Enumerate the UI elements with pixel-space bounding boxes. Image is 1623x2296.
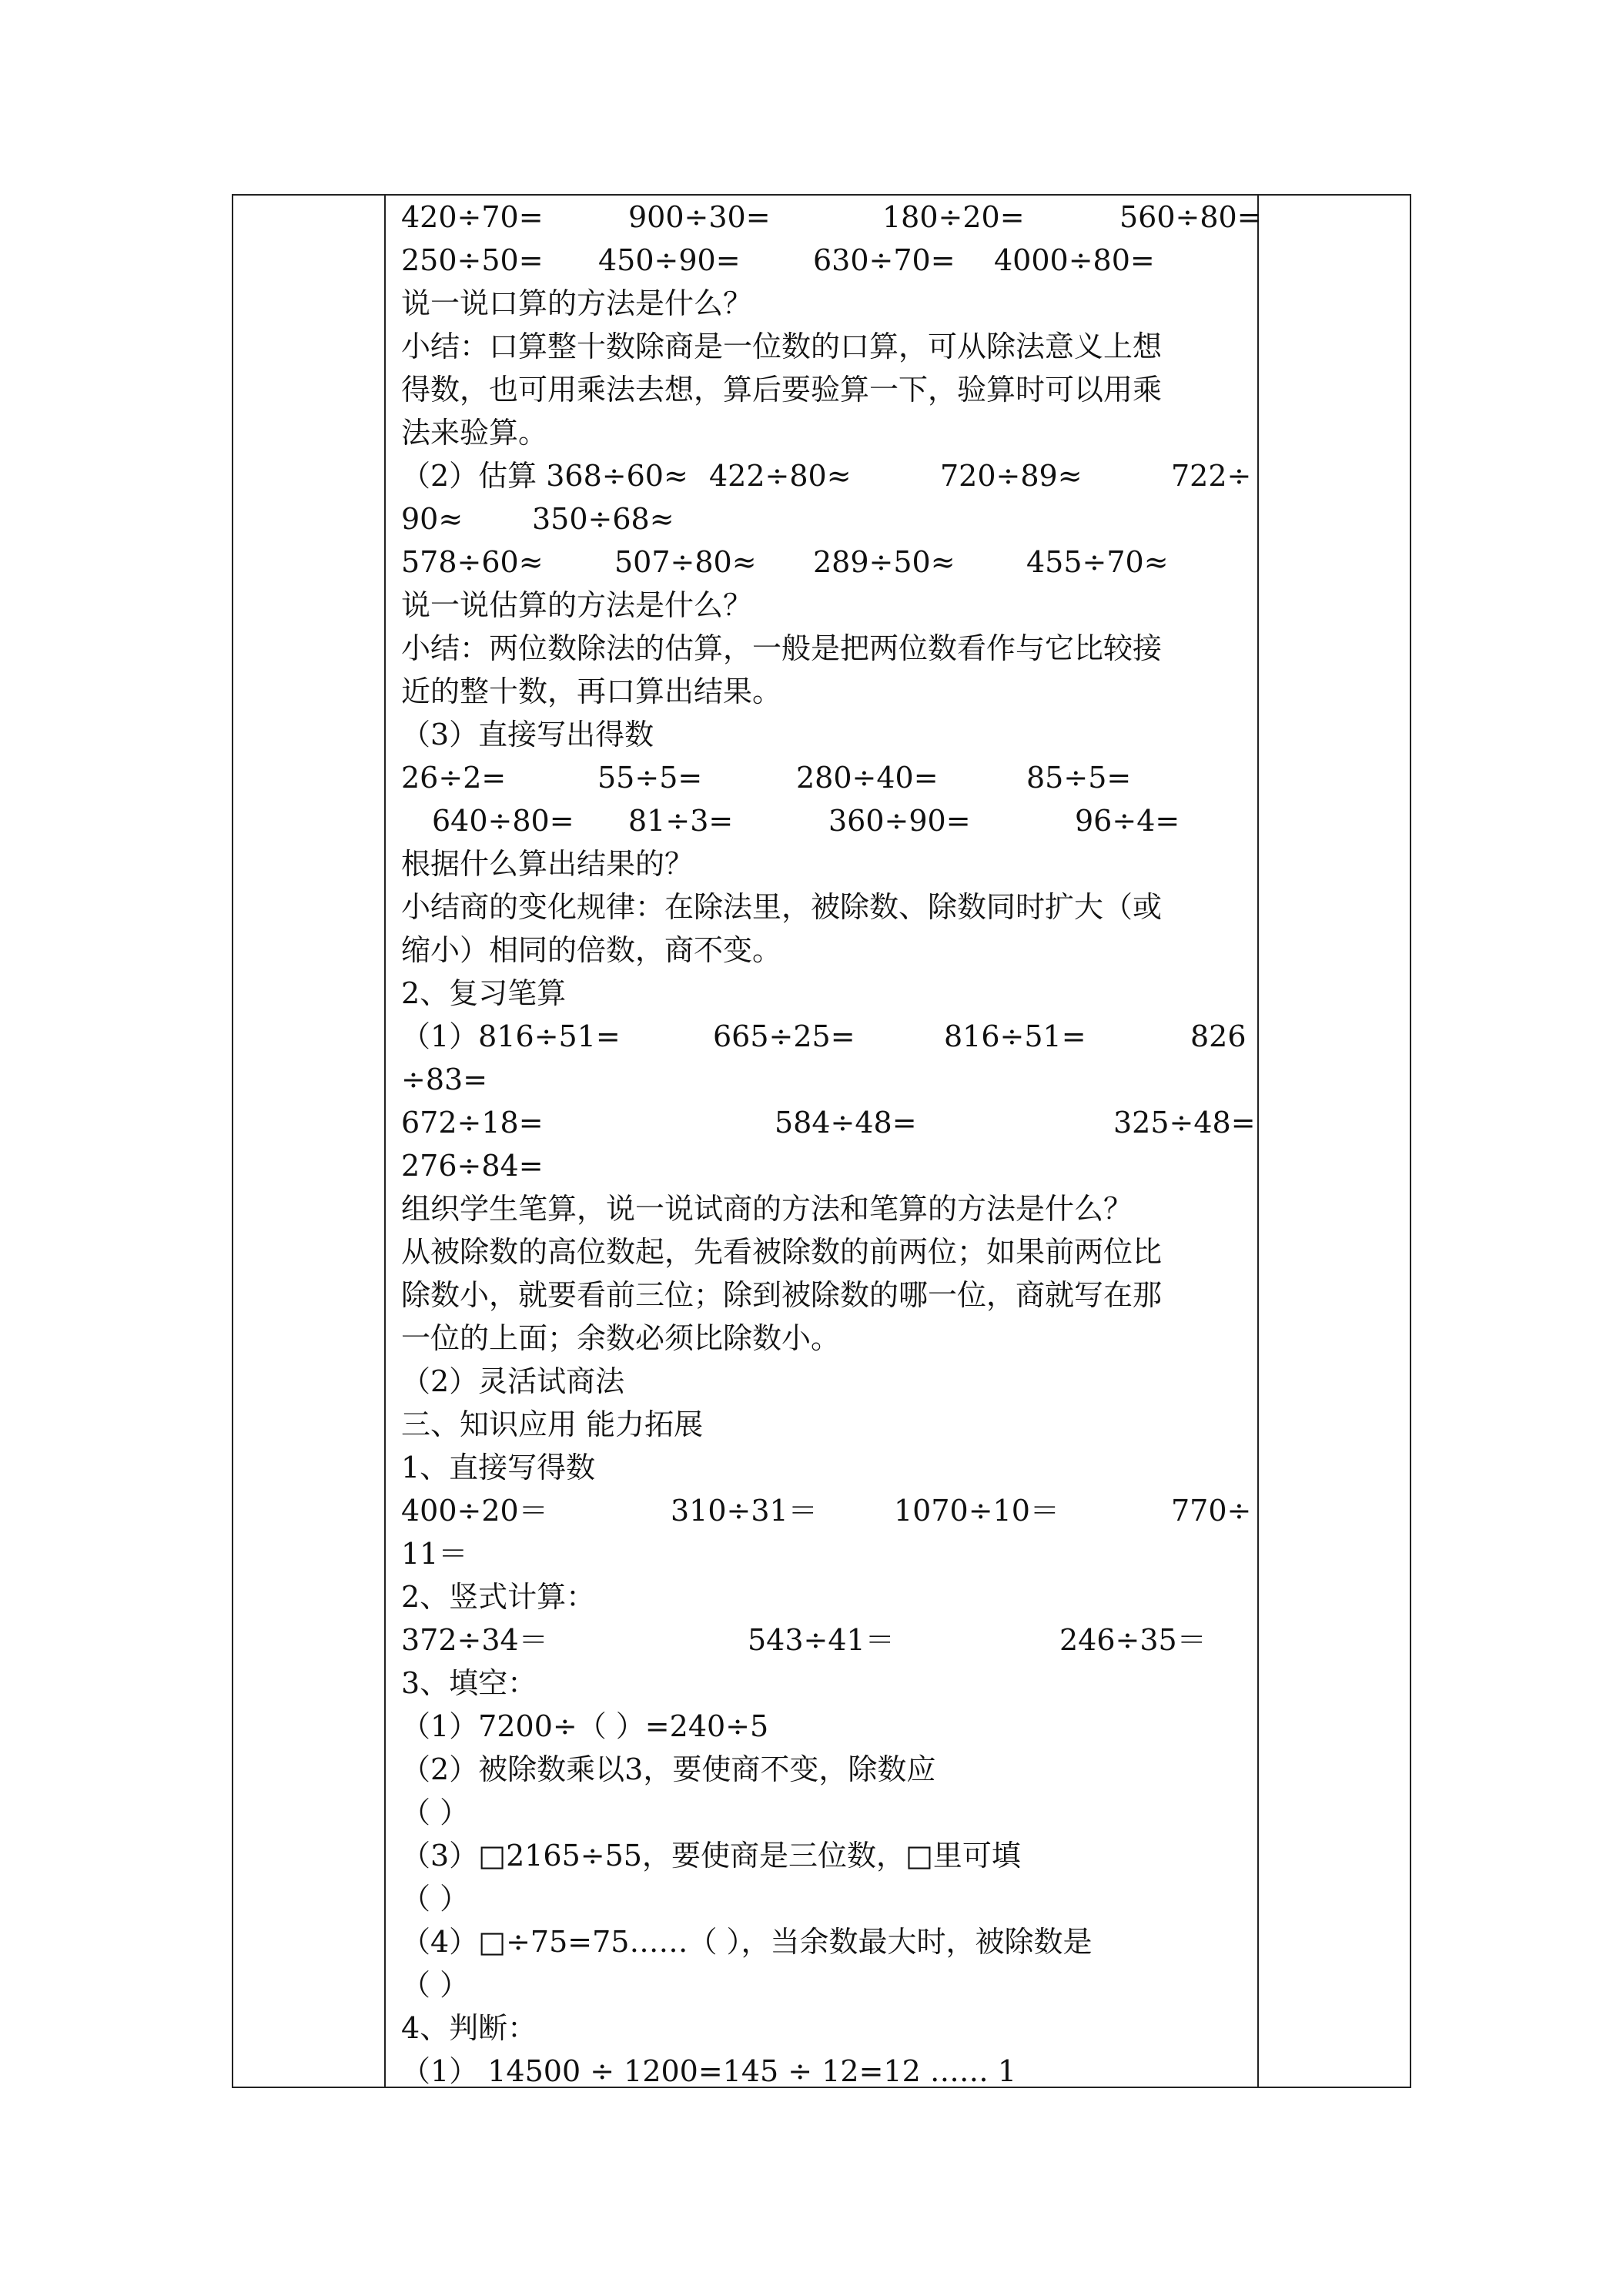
text-line: （ ） (401, 1882, 470, 1916)
text-line: 除数小，就要看前三位；除到被除数的哪一位，商就写在那 (401, 1278, 1163, 1312)
text-line: 1、直接写得数 (401, 1451, 596, 1484)
text-line: 缩小）相同的倍数，商不变。 (401, 933, 782, 967)
text-line: （4）□÷75=75……（ ），当余数最大时，被除数是 (401, 1925, 1093, 1959)
section-heading: 三、知识应用 能力拓展 (401, 1407, 704, 1441)
text-line: 4、判断： (401, 2011, 537, 2045)
text-line: 说一说口算的方法是什么？ (401, 286, 753, 320)
text-line: （ ） (401, 1968, 470, 2002)
column-divider-2 (1257, 196, 1259, 2087)
text-line: 近的整十数，再口算出结果。 (401, 674, 782, 708)
text-line: 说一说估算的方法是什么？ (401, 588, 753, 622)
text-line: 276÷84= (401, 1149, 544, 1183)
text-line: 组织学生笔算，说一说试商的方法和笔算的方法是什么？ (401, 1192, 1133, 1226)
text-line: （1）7200÷（ ）=240÷5 (401, 1709, 769, 1743)
text-line: 小结：两位数除法的估算，一般是把两位数看作与它比较接 (401, 631, 1163, 665)
lesson-table: 420÷70= 900÷30= 180÷20= 560÷80= 250÷50= 450÷90= 630÷70= 4000÷80= 说一说口算的方法是什么？ 小结：口算整十数除商是一位数的口算，可从除法意义上想 得数，也可用乘法去想，算后要验算一下，验算时可以用乘 法来验算。 （2）估算 368÷60≈ 422÷80≈ 720÷89≈ 722÷ 90≈ 350÷68≈ 578÷60≈ 507÷80≈ 289÷50≈ 455÷70≈ 说一说估算的方法是什么？ 小结：两位数除法的估算，一般是把两位数看作与它比较接 近的整十数，再口算出结果。 （3）直接写出得数 26÷2= 55÷5= 280÷40= 85÷5= 640÷80= 81÷3= 360÷90= 96÷4= 根据什么算出结果的？ 小结商的变化规律：在除法里，被除数、除数同时扩大（或 缩小）相同的倍数，商不变。 2、复习笔算 （1）816÷51= 665÷25= 816÷51= 826 ÷83= 672÷18= 584÷48= 325÷48= 276÷84= 组织学生笔算，说一说试商的方法和笔算的方法是什么？ 从被除数的高位数起，先看被除数的前两位；如果前两位比 除数小，就要看前三位；除到被除数的哪一位，商就写在那 一位的上面；余数必须比除数小。 （2）灵活试商法 三、知识应用 能力拓展 1、直接写得数 400÷20＝ 310÷31＝ 1070÷10＝ 770÷ 11＝ 2、竖式计算： 372÷34＝ 543÷41＝ 246÷35＝ 3、填空： （1）7200÷（ ）=240÷5 （2）被除数乘以3，要使商不变，除数应 （ ） （3）□2165÷55，要使商是三位数，□里可填 （ ） （4）□÷75=75……（ ），当余数最大时，被除数是 （ ） 4、判断： （1） 14500 ÷ 1200=145 ÷ 12=12 …… 1 (232, 194, 1411, 2088)
text-line: 一位的上面；余数必须比除数小。 (401, 1321, 841, 1355)
text-line: （2）被除数乘以3，要使商不变，除数应 (401, 1752, 936, 1786)
text-line: 小结：口算整十数除商是一位数的口算，可从除法意义上想 (401, 330, 1163, 363)
text-line: 小结商的变化规律：在除法里，被除数、除数同时扩大（或 (401, 890, 1163, 924)
text-line: ÷83= (401, 1063, 488, 1096)
text-line: 2、复习笔算 (401, 976, 567, 1010)
text-line: 得数，也可用乘法去想，算后要验算一下，验算时可以用乘 (401, 373, 1163, 407)
column-divider-1 (384, 196, 386, 2087)
text-line: 11＝ (401, 1537, 468, 1571)
text-line: （1） 14500 ÷ 1200=145 ÷ 12=12 …… 1 (401, 2054, 1017, 2088)
text-line: 2、竖式计算： (401, 1580, 596, 1614)
text-line: （3）直接写出得数 (401, 718, 654, 751)
text-line: 根据什么算出结果的？ (401, 847, 694, 881)
text-line: 从被除数的高位数起，先看被除数的前两位；如果前两位比 (401, 1235, 1163, 1269)
text-line: （3）□2165÷55，要使商是三位数，□里可填 (401, 1839, 1021, 1873)
text-line: 3、填空： (401, 1666, 537, 1700)
text-line: 法来验算。 (401, 416, 548, 450)
text-line: （2）灵活试商法 (401, 1364, 625, 1398)
text-line: （ ） (401, 1796, 470, 1829)
